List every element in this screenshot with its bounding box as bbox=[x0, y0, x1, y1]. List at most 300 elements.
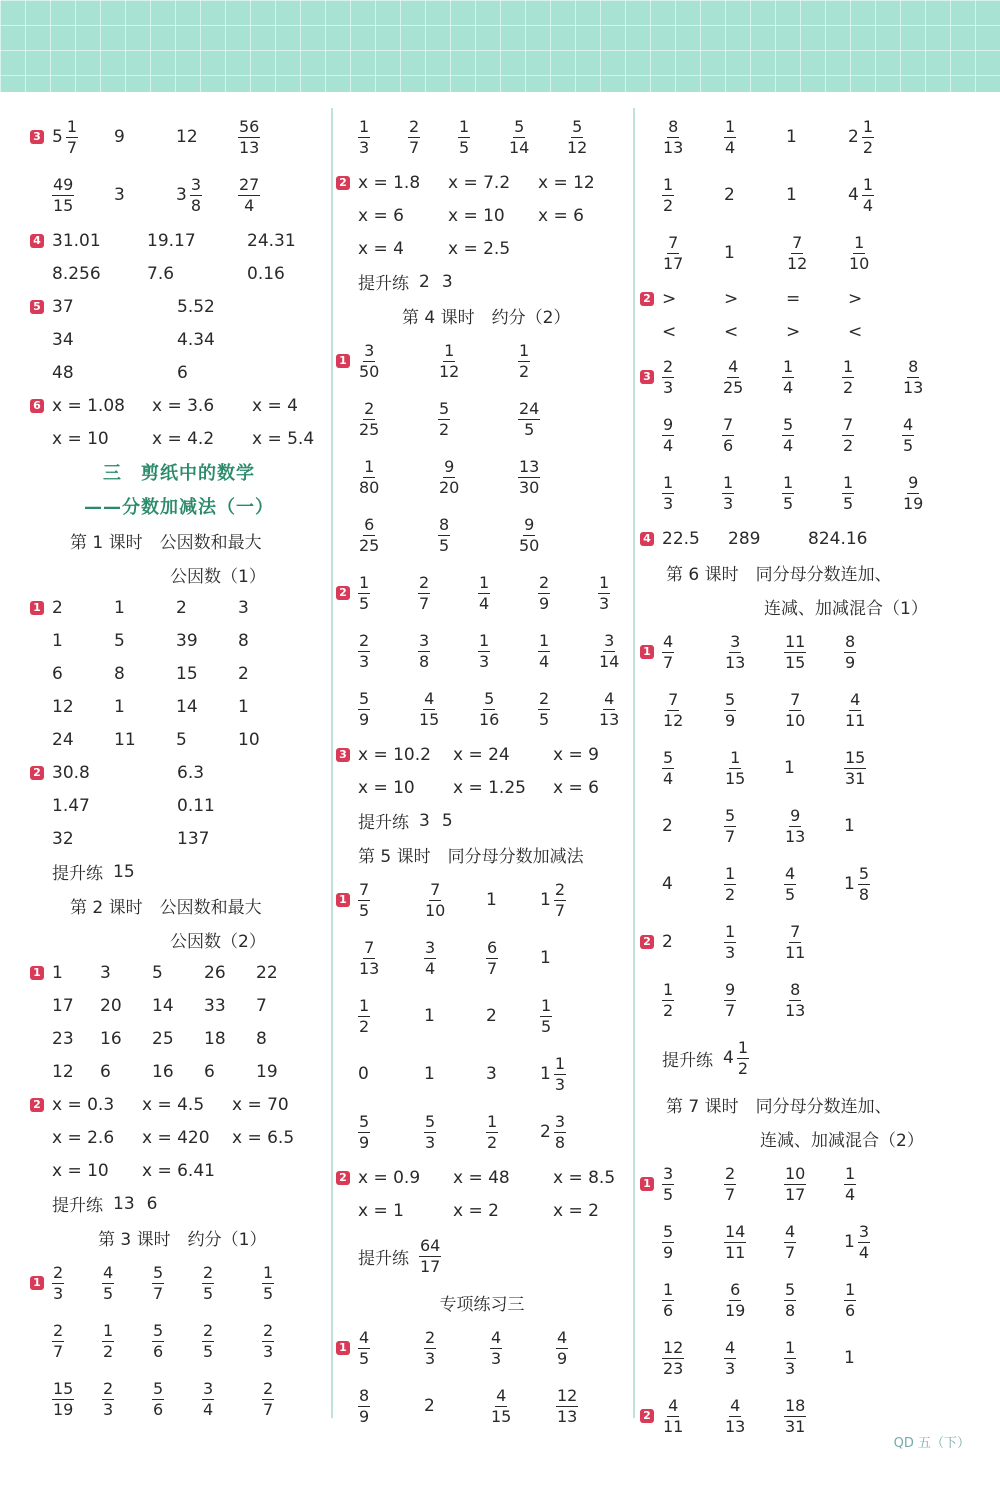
item-number-badge: 2 bbox=[640, 1409, 654, 1423]
answer-cell: 0 bbox=[358, 1064, 369, 1084]
item-marker bbox=[640, 1409, 662, 1423]
denominator: 5 bbox=[903, 435, 914, 455]
fraction bbox=[554, 1053, 566, 1094]
denominator: 8 bbox=[419, 651, 430, 671]
denominator: 9 bbox=[359, 1132, 370, 1152]
answer-cell: x = 10.2 bbox=[358, 744, 431, 765]
numerator: 5 bbox=[484, 688, 495, 708]
fraction bbox=[662, 232, 684, 273]
numerator: 1 bbox=[359, 116, 370, 136]
numerator: 1 bbox=[479, 572, 490, 592]
numerator: 1 bbox=[843, 472, 854, 492]
answer-cells bbox=[358, 937, 628, 978]
item-marker bbox=[336, 586, 358, 600]
answer-cells bbox=[358, 269, 628, 294]
answer-cell: x = 4.5 bbox=[142, 1094, 205, 1115]
answer-cell: 10 bbox=[238, 729, 260, 750]
answer-cell: 289 bbox=[728, 528, 761, 549]
fraction bbox=[662, 356, 674, 397]
answer-row bbox=[30, 822, 328, 855]
answer-cell bbox=[848, 116, 910, 157]
answer-cell: 19 bbox=[256, 1061, 278, 1082]
answer-cell: 1 bbox=[238, 696, 249, 717]
numerator: 1 bbox=[599, 572, 610, 592]
answer-cells bbox=[358, 1053, 628, 1094]
numerator: 1 bbox=[541, 995, 552, 1015]
fraction bbox=[102, 1378, 114, 1419]
answer-row bbox=[336, 1103, 628, 1161]
answer-cell: 3 bbox=[100, 962, 111, 983]
answer-cells bbox=[358, 879, 628, 920]
answer-cells bbox=[662, 529, 970, 549]
numerator: 3 bbox=[554, 1111, 566, 1131]
answer-row bbox=[336, 166, 628, 199]
fraction bbox=[842, 356, 854, 397]
answer-cell: 3 bbox=[238, 597, 249, 618]
answer-cells bbox=[662, 116, 970, 157]
answer-cell bbox=[784, 1279, 844, 1320]
answer-cells bbox=[52, 174, 328, 215]
denominator: 80 bbox=[359, 477, 380, 497]
numerator: 1 bbox=[725, 921, 736, 941]
item-marker bbox=[336, 1341, 358, 1355]
answer-cell: 6 bbox=[100, 1061, 111, 1082]
section-heading bbox=[30, 888, 328, 922]
denominator: 8 bbox=[554, 1132, 566, 1152]
fraction bbox=[424, 937, 436, 978]
answer-cells bbox=[662, 472, 970, 513]
answer-cell bbox=[784, 1337, 844, 1378]
answer-row bbox=[30, 723, 328, 756]
fraction bbox=[554, 879, 566, 920]
numerator: 1 bbox=[263, 1262, 274, 1282]
denominator: 4 bbox=[858, 1242, 870, 1262]
answer-row bbox=[640, 971, 970, 1029]
answer-cell bbox=[540, 995, 600, 1036]
denominator: 3 bbox=[723, 493, 734, 513]
answer-cell bbox=[358, 1327, 424, 1368]
answer-cell: 32 bbox=[52, 828, 74, 849]
answer-cell bbox=[438, 456, 518, 497]
answer-cell bbox=[844, 1163, 904, 1204]
denominator: 9 bbox=[845, 652, 856, 672]
answer-cells bbox=[52, 963, 328, 983]
answer-row bbox=[336, 199, 628, 232]
denominator: 4 bbox=[663, 435, 674, 455]
answer-cell bbox=[662, 472, 722, 513]
answer-cell bbox=[844, 863, 904, 904]
numerator: 18 bbox=[785, 1395, 806, 1415]
fraction bbox=[724, 689, 736, 730]
denominator: 19 bbox=[903, 493, 924, 513]
answer-cell bbox=[902, 356, 952, 397]
denominator: 7 bbox=[153, 1283, 164, 1303]
answer-cell bbox=[438, 340, 518, 381]
item-number-badge: 2 bbox=[336, 586, 350, 600]
answer-row bbox=[30, 1154, 328, 1187]
answer-cell bbox=[662, 1395, 724, 1436]
denominator: 15 bbox=[725, 768, 746, 788]
answer-cell: > bbox=[786, 321, 801, 342]
heading-text: 第 2 课时 公因数和最大 bbox=[70, 897, 262, 918]
denominator: 2 bbox=[439, 419, 450, 439]
numerator: 8 bbox=[668, 116, 679, 136]
answer-cells bbox=[358, 398, 628, 439]
answer-row bbox=[640, 681, 970, 739]
answer-cell bbox=[722, 472, 782, 513]
answer-cell: 9 bbox=[114, 127, 125, 147]
numerator: 7 bbox=[668, 689, 679, 709]
mixed-number bbox=[52, 116, 78, 157]
answer-cells bbox=[52, 1029, 328, 1049]
answer-cell bbox=[662, 174, 724, 215]
answer-cell: 1 bbox=[424, 1006, 435, 1026]
answer-row bbox=[30, 1055, 328, 1088]
denominator: 20 bbox=[439, 477, 460, 497]
denominator: 7 bbox=[419, 593, 430, 613]
answer-row bbox=[30, 108, 328, 166]
answer-cell bbox=[358, 456, 438, 497]
numerator: 1 bbox=[663, 174, 674, 194]
fraction bbox=[724, 116, 736, 157]
answer-cell bbox=[844, 1221, 904, 1262]
heading-text: 第 6 课时 同分母分数连加、 bbox=[666, 564, 892, 585]
answer-cell bbox=[662, 1279, 724, 1320]
fraction bbox=[486, 1111, 498, 1152]
numerator: 13 bbox=[519, 456, 540, 476]
item-marker bbox=[640, 935, 662, 949]
fraction bbox=[508, 116, 530, 157]
answer-cell bbox=[202, 1378, 262, 1419]
item-number-badge: 4 bbox=[30, 234, 44, 248]
numerator: 2 bbox=[419, 572, 430, 592]
answer-cell bbox=[662, 232, 724, 273]
answer-cells bbox=[662, 1037, 970, 1078]
answer-cells bbox=[662, 232, 970, 273]
numerator: 1 bbox=[845, 1279, 856, 1299]
fraction bbox=[419, 1235, 441, 1276]
item-number-badge: 1 bbox=[30, 1276, 44, 1290]
answer-row bbox=[30, 257, 328, 290]
answer-cell: 2 bbox=[724, 185, 735, 205]
item-marker bbox=[30, 300, 52, 314]
denominator: 9 bbox=[359, 1406, 370, 1426]
answer-cell: 1 bbox=[52, 630, 63, 651]
answer-row bbox=[30, 166, 328, 224]
denominator: 19 bbox=[53, 1399, 74, 1419]
fraction bbox=[662, 979, 674, 1020]
answer-cell: 3 bbox=[114, 185, 125, 205]
answer-row bbox=[640, 1271, 970, 1329]
fraction bbox=[724, 921, 736, 962]
fraction bbox=[722, 472, 734, 513]
answer-cell: 6 bbox=[146, 1193, 158, 1214]
denominator: 5 bbox=[359, 900, 370, 920]
answer-cells bbox=[358, 1111, 628, 1152]
fraction bbox=[418, 572, 430, 613]
answer-row bbox=[336, 1161, 628, 1194]
answer-cell bbox=[784, 921, 844, 962]
answer-cell bbox=[784, 1163, 844, 1204]
mixed-number bbox=[540, 1053, 566, 1094]
answer-cell bbox=[724, 979, 784, 1020]
numerator: 1 bbox=[663, 1279, 674, 1299]
denominator: 2 bbox=[843, 377, 854, 397]
answer-cell bbox=[724, 1163, 784, 1204]
answer-cell bbox=[844, 1279, 904, 1320]
fraction bbox=[724, 1163, 736, 1204]
answer-cells bbox=[662, 289, 970, 309]
answer-cell bbox=[848, 174, 910, 215]
denominator: 13 bbox=[359, 958, 380, 978]
fraction bbox=[202, 1378, 214, 1419]
fraction bbox=[418, 630, 430, 671]
numerator: 7 bbox=[790, 921, 801, 941]
numerator: 4 bbox=[725, 1337, 736, 1357]
numerator: 8 bbox=[359, 1385, 370, 1405]
answer-cell: 33 bbox=[204, 995, 226, 1016]
fraction bbox=[782, 414, 794, 455]
numerator: 2 bbox=[663, 356, 674, 376]
denominator: 6 bbox=[845, 1300, 856, 1320]
answer-cell: x = 1.08 bbox=[52, 395, 125, 416]
denominator: 7 bbox=[785, 1242, 796, 1262]
answer-cell: 1 bbox=[844, 1348, 855, 1368]
numerator: 8 bbox=[845, 631, 856, 651]
fraction bbox=[358, 630, 370, 671]
numerator: 4 bbox=[496, 1385, 507, 1405]
answer-cell: 22.5 bbox=[662, 528, 700, 549]
numerator: 2 bbox=[103, 1378, 114, 1398]
answer-cell: 37 bbox=[52, 296, 74, 317]
answer-cells bbox=[358, 995, 628, 1036]
answer-cell bbox=[438, 398, 518, 439]
numerator: 1 bbox=[845, 1163, 856, 1183]
fraction bbox=[858, 1221, 870, 1262]
fraction bbox=[202, 1262, 214, 1303]
numerator: 1 bbox=[539, 630, 550, 650]
numerator: 24 bbox=[519, 398, 540, 418]
heading-text: 专项练习三 bbox=[439, 1294, 525, 1315]
denominator: 15 bbox=[785, 652, 806, 672]
fraction bbox=[662, 1163, 674, 1204]
answer-cell: 5 bbox=[441, 810, 453, 831]
denominator: 3 bbox=[725, 942, 736, 962]
numerator: 1 bbox=[854, 232, 865, 252]
mixed-number bbox=[844, 1221, 870, 1262]
answer-cell bbox=[540, 1111, 600, 1152]
numerator: 5 bbox=[359, 688, 370, 708]
numerator: 3 bbox=[730, 631, 741, 651]
answer-cell: 30.8 bbox=[52, 762, 90, 783]
answer-cells bbox=[52, 429, 347, 449]
answer-cell: x = 10 bbox=[52, 428, 109, 449]
numerator: 4 bbox=[728, 356, 739, 376]
numerator: 4 bbox=[604, 688, 615, 708]
answer-cells bbox=[358, 1168, 643, 1188]
answer-cell bbox=[102, 1262, 152, 1303]
numerator: 1 bbox=[444, 340, 455, 360]
numerator: 9 bbox=[725, 979, 736, 999]
denominator: 5 bbox=[103, 1283, 114, 1303]
answer-cell bbox=[784, 1221, 844, 1262]
answer-row bbox=[30, 224, 328, 257]
denominator: 3 bbox=[663, 493, 674, 513]
answer-cell: > bbox=[848, 288, 863, 309]
denominator: 11 bbox=[785, 942, 806, 962]
numerator: 4 bbox=[424, 688, 435, 708]
answer-cell bbox=[152, 1378, 202, 1419]
denominator: 7 bbox=[66, 137, 78, 157]
answer-cell: x = 7.2 bbox=[448, 172, 511, 193]
answer-cells bbox=[662, 747, 970, 788]
whole-part: 1 bbox=[844, 1232, 855, 1252]
fraction bbox=[784, 631, 806, 672]
item-marker bbox=[640, 532, 662, 546]
answer-cell bbox=[102, 1378, 152, 1419]
answer-cell bbox=[784, 1395, 844, 1436]
numerator: 4 bbox=[557, 1327, 568, 1347]
answer-cell: 8 bbox=[256, 1028, 267, 1049]
numerator: 5 bbox=[439, 398, 450, 418]
answer-cells bbox=[52, 264, 342, 284]
answer-cell: 11 bbox=[114, 729, 136, 750]
numerator: 2 bbox=[539, 688, 550, 708]
answer-cell bbox=[418, 572, 478, 613]
section-heading bbox=[640, 555, 970, 589]
item-number-badge: 3 bbox=[30, 130, 44, 144]
denominator: 5 bbox=[263, 1283, 274, 1303]
fraction bbox=[784, 805, 806, 846]
fraction bbox=[538, 688, 550, 729]
numerator: 5 bbox=[783, 414, 794, 434]
fraction bbox=[358, 879, 370, 920]
answer-column-1 bbox=[30, 108, 328, 1418]
answer-cells bbox=[358, 1385, 628, 1426]
answer-row bbox=[30, 1254, 328, 1312]
fraction bbox=[844, 1163, 856, 1204]
numerator: 9 bbox=[524, 514, 535, 534]
denominator: 23 bbox=[663, 1358, 684, 1378]
fraction bbox=[662, 631, 674, 672]
fraction bbox=[848, 232, 870, 273]
answer-row bbox=[336, 265, 628, 298]
answer-cells bbox=[52, 1128, 328, 1148]
answer-cell bbox=[566, 116, 616, 157]
numerator: 1 bbox=[783, 472, 794, 492]
answer-cell: x = 4 bbox=[358, 238, 404, 259]
answer-cell: 5.52 bbox=[177, 296, 215, 317]
answer-cell bbox=[358, 572, 418, 613]
answer-row bbox=[30, 657, 328, 690]
section-heading bbox=[30, 455, 328, 489]
answer-cell: 824.16 bbox=[808, 528, 868, 549]
answer-cell: 2 bbox=[424, 1396, 435, 1416]
answer-cells bbox=[358, 745, 643, 765]
numerator: 5 bbox=[153, 1378, 164, 1398]
numerator: 3 bbox=[663, 1163, 674, 1183]
answer-cell: 24 bbox=[52, 729, 74, 750]
denominator: 5 bbox=[203, 1283, 214, 1303]
fraction bbox=[862, 174, 874, 215]
page-footer: QD 五（下） bbox=[893, 1436, 970, 1451]
answer-cell bbox=[52, 1378, 102, 1419]
answer-row bbox=[640, 108, 970, 166]
denominator: 2 bbox=[862, 137, 874, 157]
numerator: 3 bbox=[364, 340, 375, 360]
numerator: 1 bbox=[554, 1053, 566, 1073]
denominator: 3 bbox=[53, 1283, 64, 1303]
section-heading bbox=[640, 589, 970, 623]
denominator: 13 bbox=[785, 1000, 806, 1020]
answer-cell bbox=[724, 863, 784, 904]
fraction bbox=[662, 1395, 684, 1436]
answer-cell bbox=[490, 1385, 556, 1426]
numerator: 2 bbox=[364, 398, 375, 418]
answer-cell bbox=[724, 1337, 784, 1378]
denominator: 25 bbox=[359, 419, 380, 439]
numerator: 1 bbox=[103, 1320, 114, 1340]
fraction bbox=[438, 340, 460, 381]
answer-cell: 18 bbox=[204, 1028, 226, 1049]
whole-part: 1 bbox=[844, 874, 855, 894]
heading-text: 公因数（2） bbox=[170, 931, 266, 952]
mixed-number bbox=[540, 1111, 566, 1152]
answer-cell bbox=[358, 514, 438, 555]
item-marker bbox=[336, 748, 358, 762]
denominator: 15 bbox=[419, 709, 440, 729]
fraction bbox=[262, 1262, 274, 1303]
denominator: 5 bbox=[359, 593, 370, 613]
denominator: 6 bbox=[723, 435, 734, 455]
denominator: 9 bbox=[725, 710, 736, 730]
answer-row bbox=[640, 315, 970, 348]
numerator: 1 bbox=[785, 1337, 796, 1357]
denominator: 13 bbox=[903, 377, 924, 397]
denominator: 11 bbox=[725, 1242, 746, 1262]
denominator: 3 bbox=[491, 1348, 502, 1368]
answer-cell: 6 bbox=[204, 1061, 215, 1082]
answer-cells bbox=[358, 1327, 628, 1368]
denominator: 50 bbox=[359, 361, 380, 381]
denominator: 4 bbox=[244, 195, 255, 215]
answer-cells bbox=[662, 689, 970, 730]
denominator: 3 bbox=[725, 1358, 736, 1378]
answer-cell bbox=[418, 688, 478, 729]
answer-cell: 20 bbox=[100, 995, 122, 1016]
answer-cell: 2 bbox=[176, 597, 187, 618]
answer-row bbox=[30, 1370, 328, 1428]
answer-cell: 3 bbox=[419, 810, 430, 831]
answer-cells bbox=[52, 363, 328, 383]
answer-cell bbox=[842, 414, 902, 455]
item-number-badge: 5 bbox=[30, 300, 44, 314]
numerator: 64 bbox=[420, 1235, 441, 1255]
answer-cell: 17 bbox=[52, 995, 74, 1016]
answer-cells bbox=[662, 805, 970, 846]
answer-row bbox=[336, 1377, 628, 1435]
denominator: 31 bbox=[785, 1416, 806, 1436]
denominator: 5 bbox=[663, 1184, 674, 1204]
answer-row bbox=[336, 108, 628, 166]
answer-row bbox=[336, 622, 628, 680]
denominator: 7 bbox=[663, 652, 674, 672]
denominator: 7 bbox=[554, 900, 566, 920]
answer-cell: 6 bbox=[177, 362, 188, 383]
answer-cells bbox=[52, 664, 328, 684]
numerator: 5 bbox=[858, 863, 870, 883]
fraction bbox=[724, 1279, 746, 1320]
